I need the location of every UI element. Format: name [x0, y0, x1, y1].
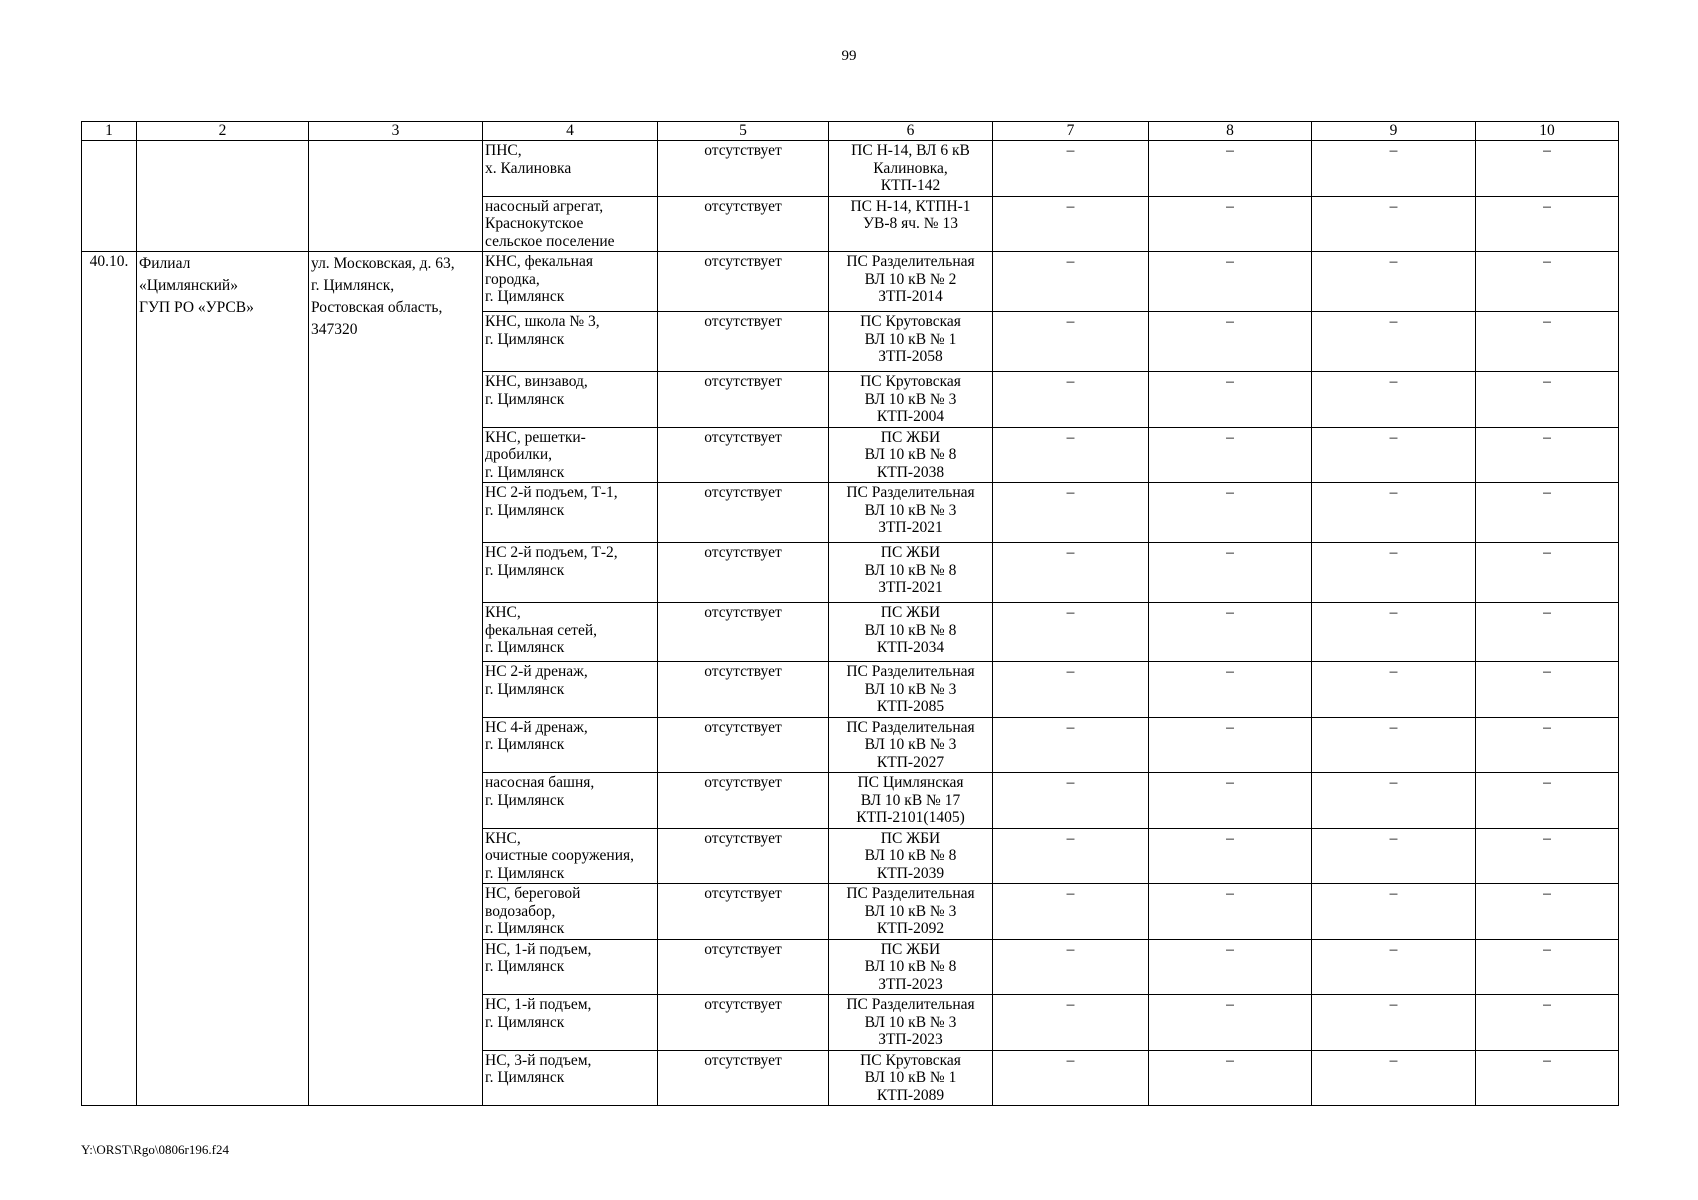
- cell-line: НС 2-й подъем, Т-2,: [485, 544, 618, 561]
- dash-cell: –: [993, 141, 1149, 197]
- dash-cell: –: [1149, 312, 1312, 372]
- dash-cell: –: [1149, 773, 1312, 829]
- dash-cell: –: [1476, 603, 1619, 662]
- power-source-cell: [829, 939, 993, 995]
- status-cell: отсутствует: [658, 773, 829, 829]
- cell-line: г. Цимлянск: [485, 330, 565, 348]
- dash-cell: –: [1149, 662, 1312, 718]
- dash-cell: –: [1312, 828, 1476, 884]
- cell-line: городка,: [485, 270, 540, 288]
- cell-line: Филиал: [139, 255, 191, 272]
- dash-cell: –: [1476, 196, 1619, 252]
- cell-line: очистные сооружения,: [485, 847, 635, 864]
- object-name-cell: [483, 196, 658, 252]
- status-cell: отсутствует: [658, 1050, 829, 1106]
- cell-line: КТП-2038: [876, 463, 945, 481]
- cell-line: УВ-8 яч. № 13: [863, 215, 958, 232]
- status-cell: отсутствует: [658, 603, 829, 662]
- cell-line: ПС ЖБИ: [880, 829, 941, 847]
- empty-cell: [82, 141, 137, 252]
- dash-cell: –: [993, 372, 1149, 428]
- status-cell: отсутствует: [658, 995, 829, 1051]
- cell-line: г. Цимлянск: [485, 791, 565, 809]
- cell-line: КТП-2034: [876, 639, 945, 656]
- cell-line: Калиновка,: [873, 159, 948, 177]
- status-cell: отсутствует: [658, 828, 829, 884]
- power-source-cell: [829, 662, 993, 718]
- power-source-cell: [829, 828, 993, 884]
- cell-line: НС 2-й дренаж,: [485, 663, 588, 680]
- object-name-cell: [483, 543, 658, 603]
- dash-cell: –: [993, 662, 1149, 718]
- cell-line: ВЛ 10 кВ № 8: [864, 958, 957, 975]
- cell-line: КТП-2085: [876, 698, 945, 715]
- table-body: [82, 122, 1619, 1106]
- column-number: 8: [1149, 122, 1312, 141]
- dash-cell: –: [1149, 252, 1312, 312]
- dash-cell: –: [1476, 312, 1619, 372]
- cell-line: КНС, решетки-: [485, 428, 586, 446]
- empty-cell: [309, 141, 483, 252]
- dash-cell: –: [1149, 372, 1312, 428]
- cell-line: ПС Крутовская: [860, 313, 961, 330]
- address-cell: [309, 252, 483, 1106]
- dash-cell: –: [1476, 995, 1619, 1051]
- cell-line: ПС ЖБИ: [880, 428, 941, 446]
- cell-line: дробилки,: [485, 446, 553, 463]
- object-name-cell: [483, 372, 658, 428]
- power-source-cell: [829, 773, 993, 829]
- dash-cell: –: [1312, 603, 1476, 662]
- dash-cell: –: [1476, 1050, 1619, 1106]
- cell-line: КНС,: [485, 829, 521, 847]
- cell-line: ВЛ 10 кВ № 1: [864, 1069, 957, 1086]
- cell-line: ПС Разделительная: [846, 484, 975, 501]
- cell-line: г. Цимлянск: [485, 390, 565, 408]
- power-source-cell: [829, 995, 993, 1051]
- dash-cell: –: [1476, 662, 1619, 718]
- cell-line: ВЛ 10 кВ № 3: [864, 501, 957, 519]
- organization-cell: [137, 252, 309, 1106]
- column-number: 1: [82, 122, 137, 141]
- cell-line: ПНС,: [485, 142, 522, 159]
- cell-line: ПС Крутовская: [860, 1051, 961, 1069]
- dash-cell: –: [1149, 717, 1312, 773]
- cell-line: ПС Н-14, КТПН-1: [850, 197, 971, 215]
- power-source-cell: [829, 312, 993, 372]
- cell-line: ВЛ 10 кВ № 17: [860, 791, 961, 809]
- power-source-cell: [829, 196, 993, 252]
- cell-line: г. Цимлянск: [485, 680, 565, 698]
- column-number: 5: [658, 122, 829, 141]
- cell-line: ПС ЖБИ: [880, 604, 941, 621]
- status-cell: отсутствует: [658, 141, 829, 197]
- cell-line: ПС ЖБИ: [880, 940, 941, 958]
- cell-line: НС, 1-й подъем,: [485, 996, 592, 1013]
- dash-cell: –: [1312, 717, 1476, 773]
- dash-cell: –: [993, 312, 1149, 372]
- cell-line: КТП-2101(1405): [856, 809, 965, 826]
- cell-line: ПС Разделительная: [846, 996, 975, 1013]
- dash-cell: –: [1149, 543, 1312, 603]
- cell-line: КТП-2092: [876, 920, 945, 937]
- cell-line: г. Цимлянск: [485, 1069, 565, 1086]
- dash-cell: –: [993, 884, 1149, 940]
- object-name-cell: [483, 717, 658, 773]
- dash-cell: –: [1476, 939, 1619, 995]
- column-number: 9: [1312, 122, 1476, 141]
- object-name-cell: [483, 995, 658, 1051]
- file-path-footer: Y:\ORST\Rgo\0806r196.f24: [81, 1142, 229, 1157]
- dash-cell: –: [1476, 141, 1619, 197]
- status-cell: отсутствует: [658, 543, 829, 603]
- power-source-cell: [829, 884, 993, 940]
- dash-cell: –: [1312, 543, 1476, 603]
- dash-cell: –: [1149, 884, 1312, 940]
- cell-line: НС, 3-й подъем,: [485, 1051, 592, 1069]
- cell-line: ВЛ 10 кВ № 3: [864, 390, 957, 408]
- empty-cell: [137, 141, 309, 252]
- page-number: 99: [841, 48, 857, 64]
- cell-line: КТП-142: [880, 177, 941, 194]
- column-number: 2: [137, 122, 309, 141]
- status-cell: отсутствует: [658, 196, 829, 252]
- cell-line: г. Цимлянск: [485, 288, 565, 305]
- object-name-cell: [483, 603, 658, 662]
- status-cell: отсутствует: [658, 427, 829, 483]
- cell-line: г. Цимлянск: [485, 639, 565, 656]
- cell-line: ПС ЖБИ: [880, 544, 941, 561]
- power-source-cell: [829, 603, 993, 662]
- cell-line: ЗТП-2021: [878, 579, 943, 596]
- dash-cell: –: [1312, 939, 1476, 995]
- cell-line: КНС, фекальная: [485, 253, 593, 270]
- dash-cell: –: [1476, 252, 1619, 312]
- cell-line: ПС Крутовская: [860, 373, 961, 390]
- cell-line: насосная башня,: [485, 774, 595, 791]
- dash-cell: –: [1312, 252, 1476, 312]
- cell-line: КНС, школа № 3,: [485, 313, 600, 330]
- cell-line: фекальная сетей,: [485, 621, 597, 639]
- power-source-cell: [829, 717, 993, 773]
- dash-cell: –: [1149, 1050, 1312, 1106]
- cell-line: г. Цимлянск: [485, 1013, 565, 1031]
- cell-line: г. Цимлянск: [485, 920, 565, 937]
- dash-cell: –: [1312, 995, 1476, 1051]
- dash-cell: –: [993, 483, 1149, 543]
- dash-cell: –: [1312, 773, 1476, 829]
- dash-cell: –: [1149, 427, 1312, 483]
- dash-cell: –: [993, 543, 1149, 603]
- cell-line: ВЛ 10 кВ № 3: [864, 736, 957, 753]
- dash-cell: –: [1312, 372, 1476, 428]
- cell-line: ВЛ 10 кВ № 8: [864, 446, 957, 463]
- item-number-cell: 40.10.: [82, 252, 137, 1106]
- cell-line: г. Цимлянск: [485, 561, 565, 579]
- cell-line: сельское поселение: [485, 232, 615, 250]
- status-cell: отсутствует: [658, 312, 829, 372]
- cell-line: «Цимлянский»: [139, 277, 238, 294]
- cell-line: ЗТП-2021: [878, 519, 943, 536]
- dash-cell: –: [1476, 773, 1619, 829]
- dash-cell: –: [993, 196, 1149, 252]
- cell-line: 347320: [311, 321, 358, 338]
- dash-cell: –: [1312, 1050, 1476, 1106]
- object-name-cell: [483, 312, 658, 372]
- object-name-cell: [483, 828, 658, 884]
- cell-line: ВЛ 10 кВ № 8: [864, 561, 957, 579]
- status-cell: отсутствует: [658, 717, 829, 773]
- object-name-cell: [483, 884, 658, 940]
- cell-line: г. Цимлянск: [485, 958, 565, 975]
- column-number: 4: [483, 122, 658, 141]
- cell-line: ЗТП-2023: [878, 1031, 943, 1048]
- cell-line: КТП-2089: [876, 1086, 945, 1104]
- cell-line: г. Цимлянск: [485, 736, 565, 753]
- dash-cell: –: [1149, 603, 1312, 662]
- cell-line: ул. Московская, д. 63,: [311, 255, 455, 272]
- cell-line: г. Цимлянск,: [311, 277, 395, 294]
- cell-line: насосный агрегат,: [485, 197, 604, 215]
- dash-cell: –: [1149, 141, 1312, 197]
- dash-cell: –: [993, 939, 1149, 995]
- table-row: [82, 141, 1619, 197]
- power-source-cell: [829, 483, 993, 543]
- cell-line: ПС Разделительная: [846, 253, 975, 270]
- table-row: [82, 252, 1619, 312]
- data-table: [81, 121, 1619, 1106]
- object-name-cell: [483, 1050, 658, 1106]
- cell-line: ПС Разделительная: [846, 663, 975, 680]
- cell-line: ВЛ 10 кВ № 8: [864, 621, 957, 639]
- dash-cell: –: [993, 717, 1149, 773]
- status-cell: отсутствует: [658, 662, 829, 718]
- status-cell: отсутствует: [658, 884, 829, 940]
- cell-line: г. Цимлянск: [485, 864, 565, 882]
- object-name-cell: [483, 939, 658, 995]
- power-source-cell: [829, 252, 993, 312]
- cell-line: НС, береговой: [485, 885, 581, 902]
- power-source-cell: [829, 372, 993, 428]
- dash-cell: –: [993, 995, 1149, 1051]
- column-number: 3: [309, 122, 483, 141]
- cell-line: ПС Цимлянская: [857, 774, 964, 791]
- object-name-cell: [483, 252, 658, 312]
- dash-cell: –: [1476, 884, 1619, 940]
- object-name-cell: [483, 483, 658, 543]
- dash-cell: –: [993, 252, 1149, 312]
- cell-line: ВЛ 10 кВ № 1: [864, 330, 957, 348]
- cell-line: КТП-2004: [876, 408, 945, 425]
- cell-line: Ростовская область,: [311, 299, 443, 316]
- cell-line: ЗТП-2023: [878, 975, 943, 993]
- cell-line: г. Цимлянск: [485, 501, 565, 519]
- cell-line: ЗТП-2058: [878, 348, 943, 365]
- dash-cell: –: [1476, 483, 1619, 543]
- status-cell: отсутствует: [658, 483, 829, 543]
- object-name-cell: [483, 427, 658, 483]
- cell-line: ВЛ 10 кВ № 8: [864, 847, 957, 864]
- column-number: 10: [1476, 122, 1619, 141]
- dash-cell: –: [1149, 995, 1312, 1051]
- column-number: 7: [993, 122, 1149, 141]
- dash-cell: –: [1312, 662, 1476, 718]
- cell-line: КНС,: [485, 604, 521, 621]
- dash-cell: –: [993, 828, 1149, 884]
- cell-line: КНС, винзавод,: [485, 373, 588, 390]
- dash-cell: –: [1149, 483, 1312, 543]
- cell-line: НС 2-й подъем, Т-1,: [485, 484, 618, 501]
- cell-line: ПС Разделительная: [846, 885, 975, 902]
- power-source-cell: [829, 1050, 993, 1106]
- dash-cell: –: [1312, 427, 1476, 483]
- cell-line: ВЛ 10 кВ № 3: [864, 680, 957, 698]
- dash-cell: –: [1476, 828, 1619, 884]
- status-cell: отсутствует: [658, 939, 829, 995]
- cell-line: х. Калиновка: [485, 159, 572, 177]
- dash-cell: –: [1476, 427, 1619, 483]
- power-source-cell: [829, 427, 993, 483]
- dash-cell: –: [1312, 312, 1476, 372]
- object-name-cell: [483, 662, 658, 718]
- dash-cell: –: [1312, 141, 1476, 197]
- object-name-cell: [483, 141, 658, 197]
- cell-line: ВЛ 10 кВ № 3: [864, 1013, 957, 1031]
- cell-line: КТП-2027: [876, 753, 945, 771]
- cell-line: КТП-2039: [876, 864, 945, 882]
- cell-line: НС, 1-й подъем,: [485, 940, 592, 958]
- dash-cell: –: [1312, 884, 1476, 940]
- power-source-cell: [829, 543, 993, 603]
- cell-line: ВЛ 10 кВ № 3: [864, 902, 957, 920]
- cell-line: ВЛ 10 кВ № 2: [864, 270, 957, 288]
- dash-cell: –: [993, 603, 1149, 662]
- dash-cell: –: [993, 427, 1149, 483]
- dash-cell: –: [1312, 196, 1476, 252]
- column-number-row: [82, 122, 1619, 141]
- dash-cell: –: [1312, 483, 1476, 543]
- cell-line: ГУП РО «УРСВ»: [139, 299, 254, 316]
- dash-cell: –: [1476, 372, 1619, 428]
- power-source-cell: [829, 141, 993, 197]
- dash-cell: –: [1476, 543, 1619, 603]
- cell-line: НС 4-й дренаж,: [485, 718, 588, 736]
- cell-line: ПС Н-14, ВЛ 6 кВ: [851, 142, 970, 159]
- cell-line: ЗТП-2014: [878, 288, 943, 305]
- status-cell: отсутствует: [658, 372, 829, 428]
- cell-line: Краснокутское: [485, 215, 584, 232]
- dash-cell: –: [1149, 196, 1312, 252]
- cell-line: ПС Разделительная: [846, 718, 975, 736]
- dash-cell: –: [1149, 939, 1312, 995]
- dash-cell: –: [993, 773, 1149, 829]
- dash-cell: –: [1476, 717, 1619, 773]
- dash-cell: –: [1149, 828, 1312, 884]
- status-cell: отсутствует: [658, 252, 829, 312]
- object-name-cell: [483, 773, 658, 829]
- dash-cell: –: [993, 1050, 1149, 1106]
- cell-line: водозабор,: [485, 902, 556, 920]
- cell-line: г. Цимлянск: [485, 463, 565, 481]
- column-number: 6: [829, 122, 993, 141]
